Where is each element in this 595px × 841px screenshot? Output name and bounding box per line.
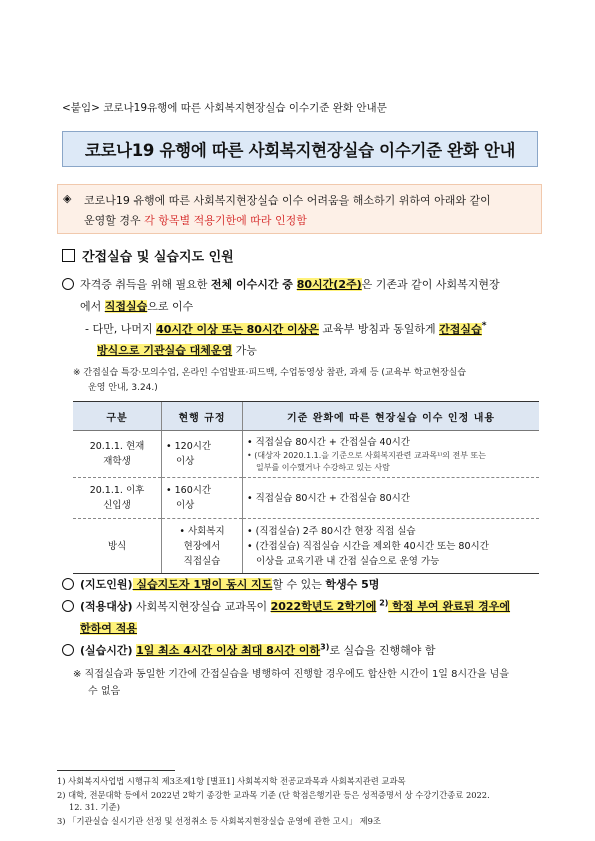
section-heading [62, 246, 234, 265]
item-supervisor-text-b: 실습지도자 1명이 동시 지도 [132, 578, 273, 591]
cell-line: 20.1.1. 현재 [89, 441, 145, 452]
cell-note: • (대상자 2020.1.1.을 기준으로 사회복지관련 교과목¹⁾의 전부 또는 [247, 450, 486, 460]
section-title: 간접실습 및 실습지도 인원 [82, 250, 234, 265]
circle-bullet-icon [62, 278, 74, 290]
cell-line: 방식 [107, 540, 127, 552]
para2-text-c: 교육부 방침과 동일하게 [318, 322, 440, 336]
table-cell [243, 431, 540, 478]
table-cell [162, 478, 243, 519]
cell-line: • (간접실습) 직접실습 시간을 제외한 40시간 또는 80시간 [247, 540, 489, 552]
item-target-line1 [62, 598, 510, 614]
circle-bullet-icon [62, 578, 74, 590]
cell-line: • 직접실습 80시간 + 간접실습 40시간 [247, 436, 410, 448]
cell-line: 재학생 [103, 456, 131, 467]
item-target-line2 [80, 620, 137, 636]
notice-line-1: 코로나19 유행에 따른 사회복지현장실습 이수 어려움을 해소하기 위하여 아래와 같이 [84, 194, 491, 207]
criteria-table [73, 401, 539, 574]
item-target-text-d: 학점 부여 완료된 경우에 [388, 600, 511, 613]
cell-line: • 사회복지 [179, 525, 225, 537]
cell-line: 이상 [176, 500, 195, 511]
table-cell [162, 519, 243, 574]
cell-line: 20.1.1. 이후 [89, 485, 145, 496]
title-box [62, 131, 538, 167]
cell-line: 신입생 [103, 500, 131, 511]
notice-line-2-prefix: 운영할 경우 [84, 214, 145, 227]
para2-line1 [85, 320, 486, 337]
para1-line2 [80, 298, 193, 314]
table-cell [73, 519, 162, 574]
table-cell [73, 431, 162, 478]
item-supervisor-label: (지도인원) [80, 578, 133, 591]
footnote-3: 3) 「기관실습 실시기관 선정 및 선정취소 등 사회복지현장실습 운영에 관한 고시」 제9조 [57, 816, 381, 826]
cell-line: 이상 [176, 456, 195, 467]
circle-bullet-icon [62, 644, 74, 656]
footnote-2-line1: 2) 대학, 전문대학 등에서 2022년 2학기 종강한 교과목 기준 (단 학점은행기관 등은 성적증명서 상 수강기간종료 2022. [57, 790, 490, 800]
para2-hours: 40시간 이상 또는 80시간 이상은 [156, 322, 319, 336]
item-hours [62, 642, 436, 658]
footnote-2-line2: 12. 31. 기준) [69, 802, 120, 812]
para2-text-f: 가능 [232, 344, 257, 357]
cell-note: 일부를 이수했거나 수강하고 있는 사람 [256, 462, 390, 472]
table-cell [243, 519, 540, 574]
item-supervisor-text-c: 할 수 있는 [272, 578, 326, 591]
para2-text-a: - 다만, 나머지 [85, 322, 157, 336]
table-cell [73, 478, 162, 519]
para1-text-d: 은 기존과 같이 사회복지현장 [361, 278, 500, 291]
cell-line: 이상을 교육기관 내 간접 실습으로 운영 가능 [256, 555, 440, 567]
item-supervisor [62, 576, 379, 592]
cell-line: • 160시간 [166, 485, 212, 496]
para1-text-e: 에서 [80, 300, 105, 313]
table-header: 기준 완화에 따른 현장실습 이수 인정 내용 [243, 402, 540, 431]
para1-text-a: 자격증 취득을 위해 필요한 [80, 278, 211, 291]
cell-line: • 직접실습 80시간 + 간접실습 80시간 [247, 492, 410, 504]
table-header: 현행 규정 [162, 402, 243, 431]
footnote-divider [57, 770, 175, 771]
table-cell [162, 431, 243, 478]
page-title: 코로나19 유행에 따른 사회복지현장실습 이수기준 완화 안내 [84, 141, 516, 160]
item-hours-footnote-ref: 3) [320, 642, 330, 652]
note2-line2: 수 없음 [88, 686, 121, 697]
note1-line1: ※ 간접실습 특강·모의수업, 온라인 수업발표·피드백, 수업동영상 참관, 과제 등 (교육부 학교현장실습 [73, 368, 467, 378]
cell-line: • 120시간 [166, 441, 212, 452]
item-supervisor-count: 학생수 5명 [325, 578, 380, 591]
square-bullet-icon [62, 249, 75, 262]
table-cell [243, 478, 540, 519]
item-target-footnote-ref: 2) [376, 598, 389, 608]
para2-indirect: 간접실습 [439, 322, 482, 336]
item-hours-label: (실습시간) [80, 644, 133, 657]
note1-line2: 운영 안내, 3.24.) [88, 383, 158, 393]
para1-direct-hours: 80시간(2주) [296, 278, 362, 291]
table-header: 구분 [73, 402, 162, 431]
para1-direct-practice: 직접실습 [104, 300, 148, 313]
para1-line1 [62, 276, 500, 292]
attachment-heading: <붙임> 코로나19유행에 따른 사회복지현장실습 이수기준 완화 안내문 [62, 102, 387, 114]
cell-line: 현장에서 [183, 540, 221, 552]
para2-line2 [97, 342, 257, 358]
note2-line1: ※ 직접실습과 동일한 기간에 간접실습을 병행하여 진행할 경우에도 합산한 시간이 1일 8시간을 넘을 [73, 669, 509, 680]
para2-asterisk: * [481, 320, 487, 331]
item-target-text-b: 사회복지현장실습 교과목이 [132, 600, 271, 613]
item-hours-text-d: 로 실습을 진행해야 함 [329, 644, 436, 657]
table-row [73, 519, 539, 574]
item-target-label: (적용대상) [80, 600, 133, 613]
notice-box [57, 184, 542, 234]
cell-line: • (직접실습) 2주 80시간 현장 직접 실습 [247, 525, 416, 537]
footnote-1: 1) 사회복지사업법 시행규칙 제3조제1항 [별표1] 사회복지학 전공교과목과 사회복지관련 교과목 [57, 776, 406, 786]
para2-method: 방식으로 기관실습 대체운영 [97, 344, 233, 357]
item-target-semester: 2022학년도 2학기에 [270, 600, 377, 613]
notice-highlight-text: 각 항목별 적용기한에 따라 인정함 [144, 214, 307, 227]
para1-text-b: 전체 이수시간 중 [210, 278, 297, 291]
cell-line: 직접실습 [183, 555, 221, 567]
table-row [73, 431, 539, 478]
table-header-row [73, 402, 539, 431]
notice-line-2 [84, 212, 307, 228]
para1-text-g: 으로 이수 [147, 300, 194, 313]
table-row [73, 478, 539, 519]
item-hours-range: 1일 최소 4시간 이상 최대 8시간 이하 [136, 644, 321, 657]
circle-bullet-icon [62, 600, 74, 612]
diamond-bullet-icon: ◈ [63, 192, 72, 205]
item-target-text-e: 한하여 적용 [80, 622, 137, 635]
